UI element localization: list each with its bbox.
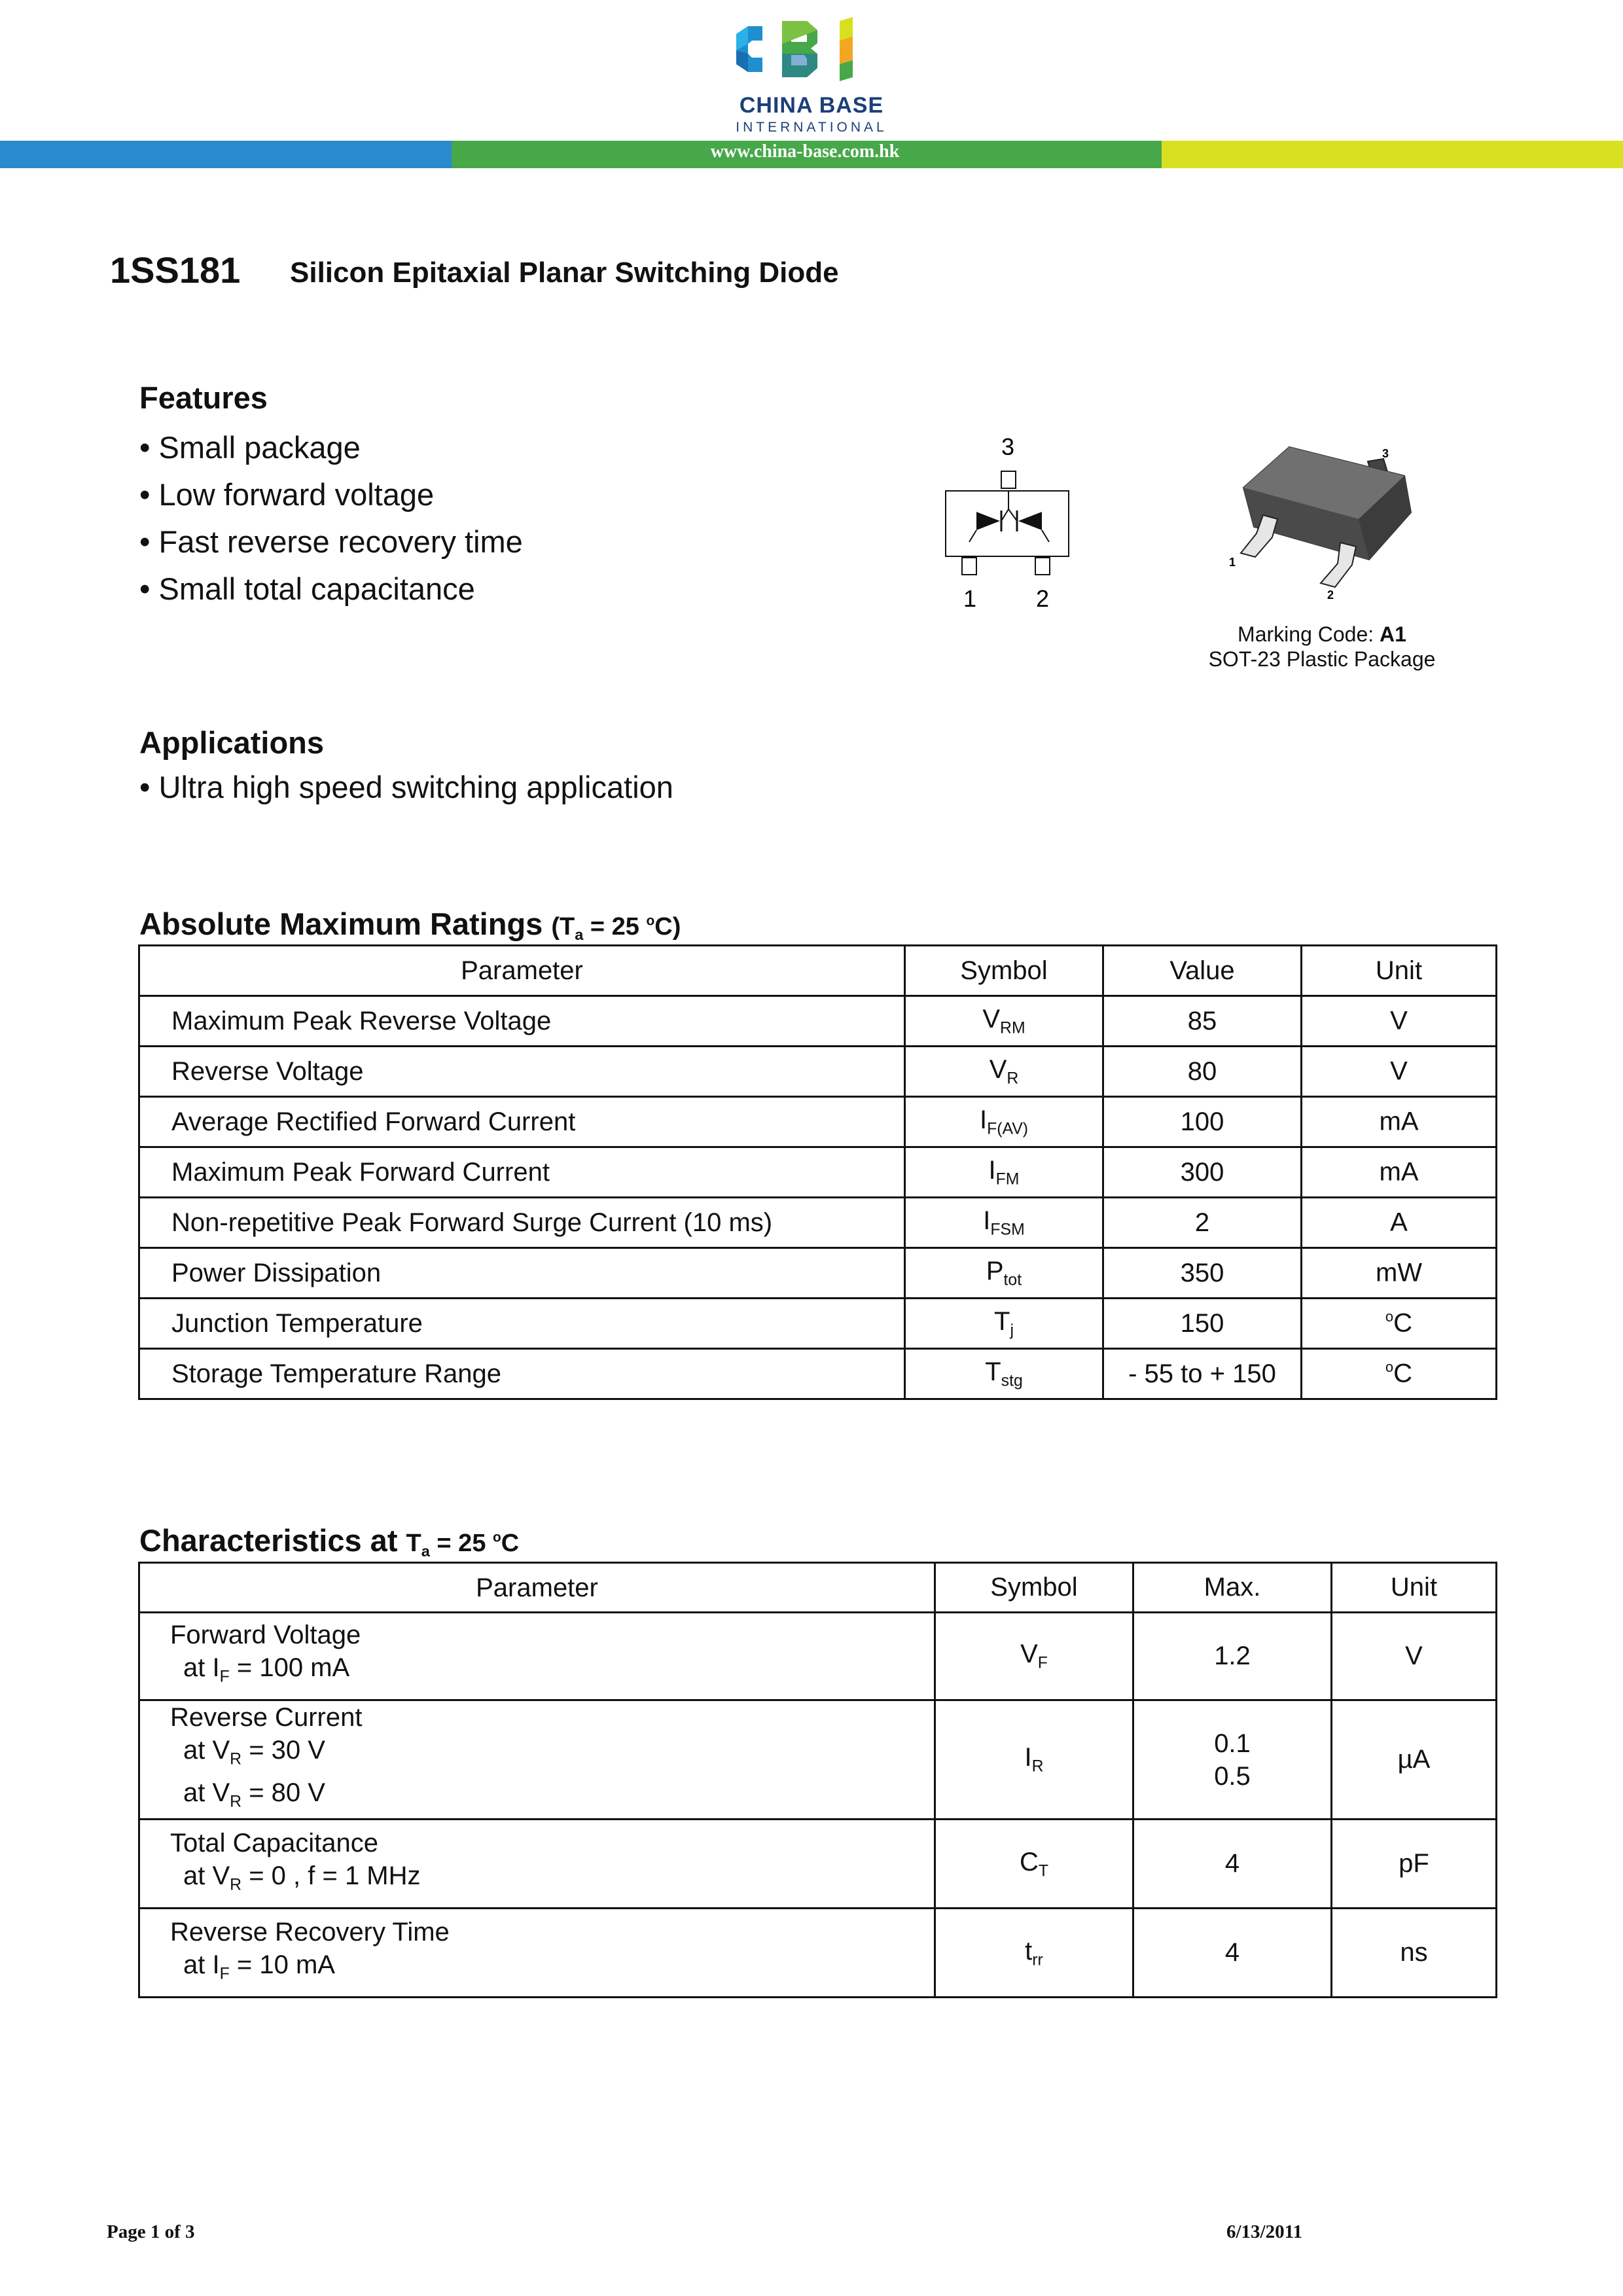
- package-name: SOT-23 Plastic Package: [1208, 647, 1436, 671]
- header-unit: Unit: [1302, 946, 1497, 996]
- table-row: Junction Temperature $T_j$ 150 $^o$C: [139, 1299, 1497, 1349]
- marking-code: A1: [1380, 622, 1406, 646]
- table-row: Total Capacitance at $V_R = 0$ , f = 1 MHz $C_T$ 4 pF: [139, 1820, 1497, 1909]
- table-header-row: [139, 946, 1497, 996]
- features-list: [139, 424, 523, 613]
- table-row: Non-repetitive Peak Forward Surge Current (10 ms) $I_{FSM}$ 2 A: [139, 1198, 1497, 1248]
- table-row: Reverse Voltage $V_R$ 80 V: [139, 1047, 1497, 1097]
- table-row: Maximum Peak Forward Current $I_{FM}$ 300 mA: [139, 1147, 1497, 1198]
- package-pin2-label: 2: [1327, 588, 1334, 601]
- part-number: 1SS181: [110, 249, 241, 291]
- website-url[interactable]: www.china-base.com.hk: [710, 141, 900, 162]
- header-symbol: Symbol: [905, 946, 1103, 996]
- table-row: Forward Voltage at $I_F = 100$ mA $V_F$ 1.2 V: [139, 1613, 1497, 1700]
- characteristics-heading: Characteristics at $T_a = 25$ $^o$C: [139, 1523, 520, 1560]
- applications-list: [139, 769, 673, 805]
- package-pin1-label: 1: [1229, 556, 1236, 569]
- brand-name: CHINA BASE: [739, 93, 884, 118]
- features-heading: Features: [139, 380, 268, 415]
- table-row: Reverse Current at $V_R = 30$ V at $V_R = 80$ V $I_R$ 0.1 0.5 µA: [139, 1700, 1497, 1820]
- schematic-pin1-label: 1: [963, 585, 977, 612]
- marking-code-line: Marking Code: A1: [1238, 622, 1406, 646]
- characteristics-table: [138, 1562, 1497, 1998]
- header-parameter: Parameter: [139, 946, 905, 996]
- applications-heading: Applications: [139, 725, 325, 760]
- abs-max-heading: Absolute Maximum Ratings ($T_a = 25$ $^o$C): [139, 906, 681, 944]
- feature-item: • Small total capacitance: [139, 571, 475, 606]
- header-parameter: Parameter: [139, 1563, 935, 1613]
- part-description: Silicon Epitaxial Planar Switching Diode: [290, 257, 839, 289]
- marking-info: [1178, 622, 1466, 672]
- header-stripe-blue: [0, 141, 452, 168]
- package-pin3-label: 3: [1382, 447, 1389, 460]
- header-stripe-yellow: [1162, 141, 1623, 168]
- page-number: Page 1 of 3: [107, 2221, 195, 2242]
- feature-item: • Low forward voltage: [139, 477, 435, 512]
- table-row: Maximum Peak Reverse Voltage $V_{RM}$ 85 V: [139, 996, 1497, 1047]
- schematic-pin2-label: 2: [1035, 585, 1050, 612]
- document-date: 6/13/2011: [1226, 2221, 1303, 2242]
- table-header-row: [139, 1563, 1497, 1613]
- application-item: • Ultra high speed switching application: [139, 770, 673, 804]
- diode-left-icon: [976, 512, 1000, 530]
- feature-item: • Small package: [139, 430, 361, 465]
- characteristics-condition: $T_a = 25$ $^o$C: [406, 1530, 520, 1560]
- table-row: Power Dissipation $P_{tot}$ 350 mW: [139, 1248, 1497, 1299]
- header-unit: Unit: [1332, 1563, 1497, 1613]
- table-row: Reverse Recovery Time at $I_F = 10$ mA $t_{rr}$ 4 ns: [139, 1909, 1497, 1998]
- company-logo-icon: [730, 14, 893, 88]
- table-row: Average Rectified Forward Current $I_{F(AV)}$ 100 mA: [139, 1097, 1497, 1147]
- header-value: Value: [1103, 946, 1302, 996]
- diode-right-icon: [1018, 512, 1042, 530]
- header-symbol: Symbol: [935, 1563, 1133, 1613]
- abs-max-condition: ($T_a = 25$ $^o$C): [551, 913, 681, 944]
- sot23-package-icon: [1217, 435, 1427, 612]
- abs-max-table: [138, 944, 1497, 1400]
- header-max: Max.: [1133, 1563, 1332, 1613]
- schematic-pin3-label: 3: [1001, 433, 1015, 460]
- table-row: Storage Temperature Range $T_{stg}$ - 55 to + 150 $^o$C: [139, 1349, 1497, 1399]
- diode-schematic: [929, 432, 1086, 619]
- brand-subtitle: INTERNATIONAL: [736, 120, 887, 135]
- feature-item: • Fast reverse recovery time: [139, 524, 523, 559]
